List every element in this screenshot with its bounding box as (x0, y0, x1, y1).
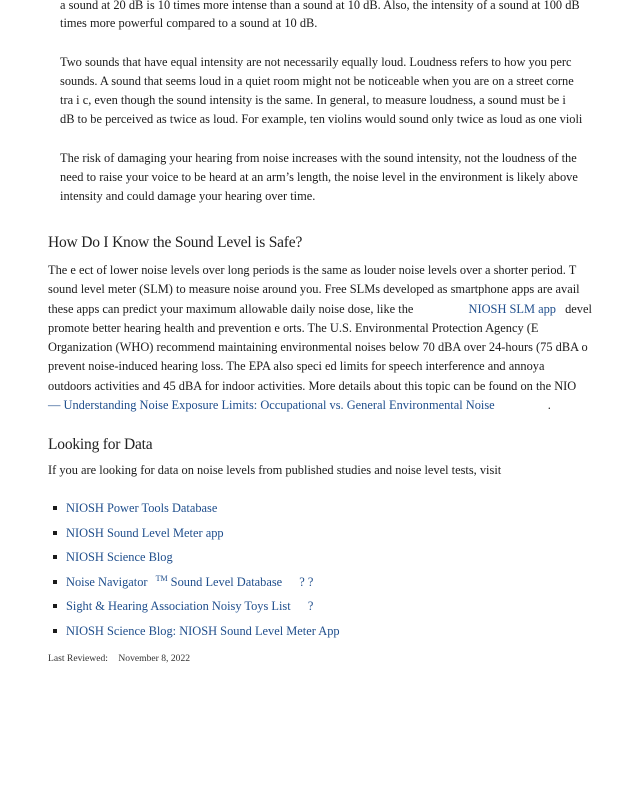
list-item (48, 619, 340, 644)
paragraph-line: times more powerful compared to a sound at 10 dB. (60, 16, 318, 30)
paragraph-line: sound level meter (SLM) to measure noise around you. Free SLMs developed as smartphone apps are avail (48, 282, 580, 296)
paragraph-line: The risk of damaging your hearing from noise increases with the sound intensity, not the loudness of the (60, 151, 577, 165)
paragraph-line (48, 302, 592, 317)
paragraph-line: outdoors activities and 45 dBA for indoor activities. More details about this topic can be found on the NIO (48, 379, 577, 393)
em-dash: — (48, 398, 61, 412)
niosh-slm-app-link[interactable]: NIOSH SLM app (468, 302, 556, 316)
data-links-list (48, 496, 340, 643)
paragraph-line: tra i c, even though the sound intensity is the same. In general, to measure loudness, a sound must be i (60, 93, 566, 107)
noise-exposure-limits-link[interactable]: Understanding Noise Exposure Limits: Occupational vs. General Environmental Noise (63, 398, 495, 412)
last-reviewed-date: November 8, 2022 (118, 653, 191, 664)
list-item (48, 570, 340, 595)
paragraph-line: The e ect of lower noise levels over long periods is the same as louder noise levels over a shorter period. T (48, 263, 577, 277)
niosh-science-blog-link[interactable]: NIOSH Science Blog (66, 550, 173, 564)
paragraph-text: these apps can predict your maximum allowable daily noise dose, like the (48, 302, 414, 316)
niosh-slm-app-list-link[interactable]: NIOSH Sound Level Meter app (66, 525, 224, 540)
last-reviewed (48, 653, 190, 664)
paragraph-line: intensity and could damage your hearing over time. (60, 189, 316, 203)
paragraph-text: devel (565, 302, 592, 316)
paragraph-line: If you are looking for data on noise levels from published studies and noise level tests, visit (48, 463, 502, 477)
external-link-icon: ? ? (299, 574, 314, 589)
list-item (48, 545, 340, 570)
niosh-blog-slm-app-link[interactable]: NIOSH Science Blog: NIOSH Sound Level Meter App (66, 623, 340, 638)
paragraph-line: prevent noise-induced hearing loss. The EPA also speci ed limits for speech interference and annoya (48, 359, 545, 373)
last-reviewed-label: Last Reviewed: (48, 653, 108, 664)
paragraph-line: sounds. A sound that seems loud in a quiet room might not be noticeable when you are on a street corne (60, 74, 574, 88)
trademark-mark: TM (155, 573, 168, 583)
niosh-power-tools-link[interactable]: NIOSH Power Tools Database (66, 501, 218, 515)
external-link-icon: ? (307, 599, 314, 613)
paragraph-line: a sound at 20 dB is 10 times more intense than a sound at 10 dB. Also, the intensity of a sound at 100 dB (60, 0, 580, 12)
noise-navigator-link[interactable] (66, 575, 282, 589)
paragraph-line: need to raise your voice to be heard at an arm’s length, the noise level in the environment is likely above (60, 170, 578, 184)
paragraph-line: Organization (WHO) recommend maintaining environmental noises below 70 dBA over 24-hours (75 dBA o (48, 340, 588, 354)
paragraph-line (48, 398, 551, 413)
paragraph-line: promote better hearing health and prevention e orts. The U.S. Environmental Protection Agency (E (48, 321, 539, 335)
list-item (48, 521, 340, 546)
link-text: Sound Level Database (170, 574, 283, 589)
link-text: Noise Navigator (66, 574, 148, 589)
period: . (547, 398, 551, 412)
section-heading-looking-for-data: Looking for Data (48, 436, 153, 453)
noisy-toys-list-link[interactable]: Sight & Hearing Association Noisy Toys List (66, 599, 291, 613)
list-item (48, 594, 340, 619)
list-item (48, 496, 340, 521)
paragraph-line: Two sounds that have equal intensity are not necessarily equally loud. Loudness refers to how you perc (60, 55, 572, 69)
paragraph-line: dB to be perceived as twice as loud. For example, ten violins would sound only twice as loud as one violi (60, 112, 583, 126)
section-heading-sound-level-safe: How Do I Know the Sound Level is Safe? (48, 234, 303, 251)
